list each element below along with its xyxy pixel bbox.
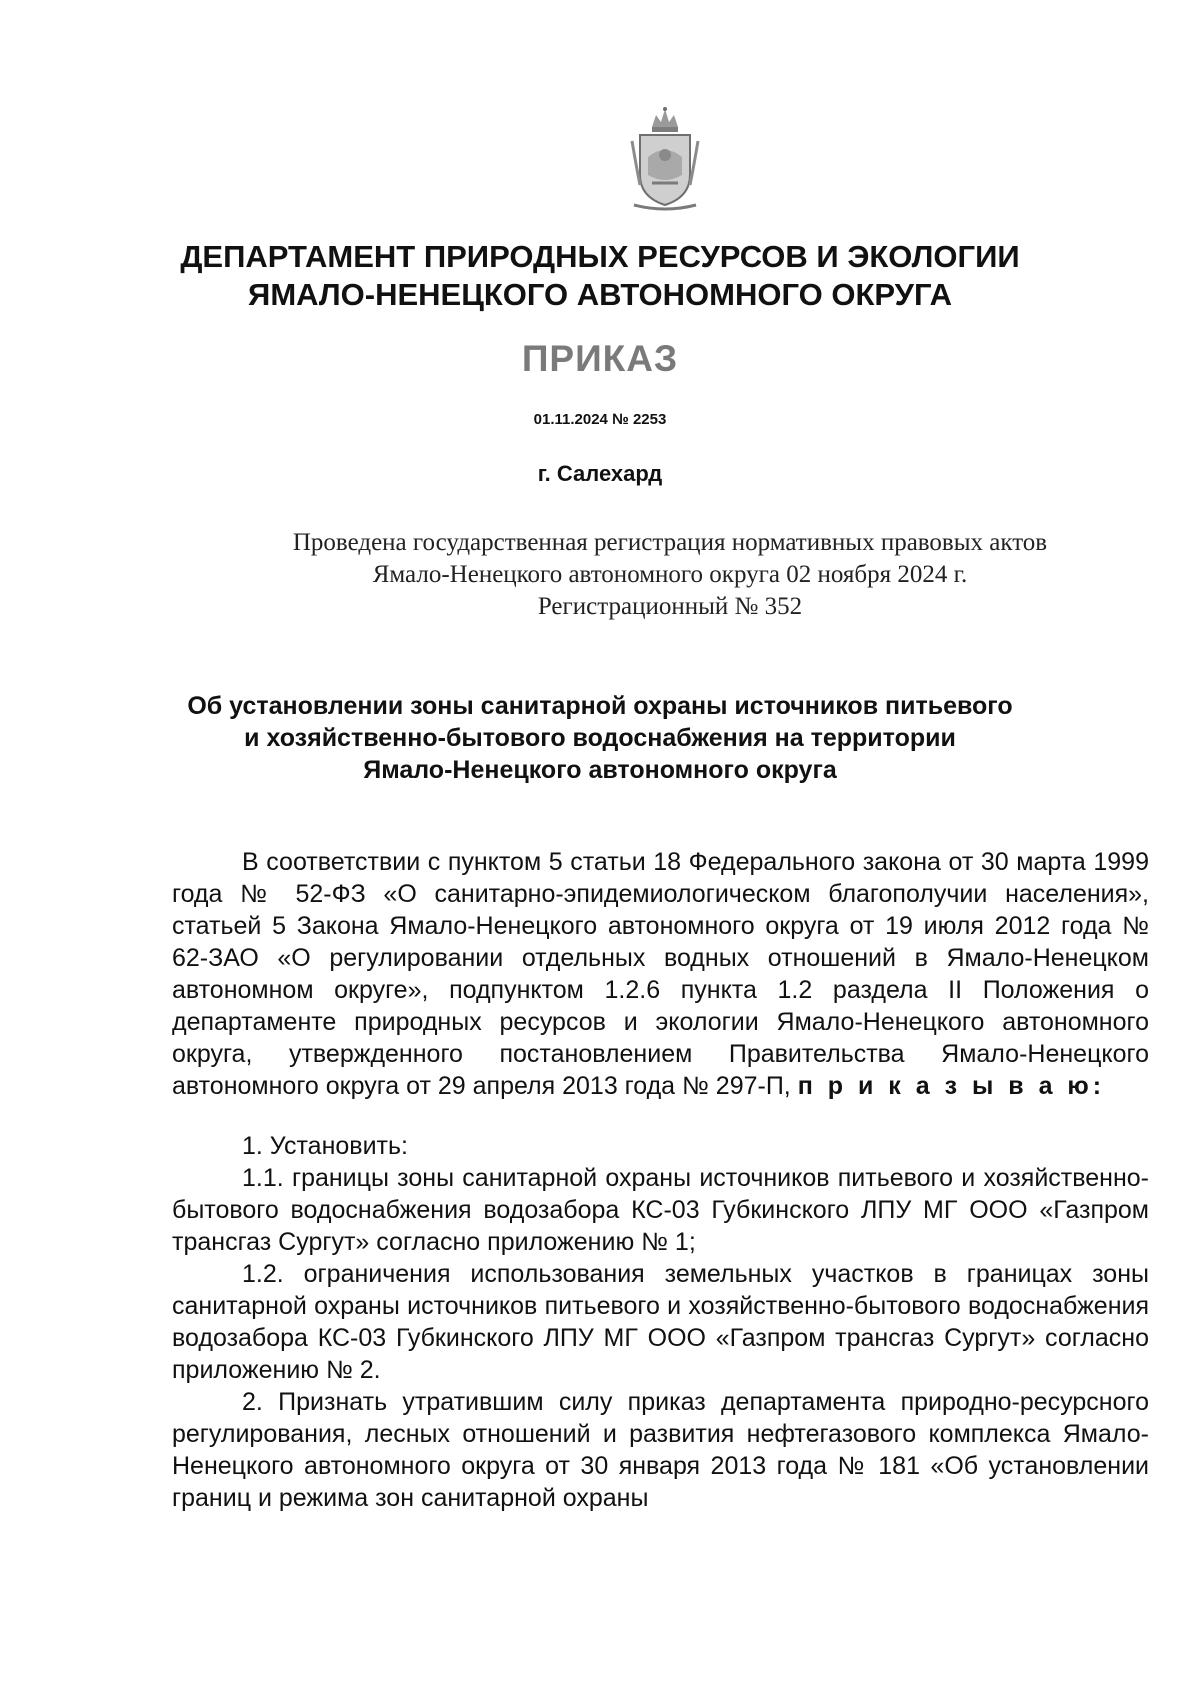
preamble-text: В соответствии с пунктом 5 статьи 18 Федерального закона от 30 марта 1999 года № 52-ФЗ «О санитарно-эпидемиологическом благополучии населения», статьей 5 Закона Ямало-Ненецкого автономного округа от 19 июля 2012 года № 62-ЗАО «О регулировании отдельных водных отношений в Ямало-Ненецком автономном округе», подпунктом 1.2.6 пункта 1.2 раздела II Положения о департаменте природных ресурсов и экологии Ямало-Ненецкого автономного округа, утвержденного постановлением Правительства Ямало-Ненецкого автономного округа от 29 апреля 2013 года № 297-П, bbox=[172, 848, 1149, 1100]
registration-line-1: Проведена государственная регистрация нормативных правовых актов bbox=[292, 529, 1048, 556]
city-name: г. Салехард bbox=[537, 461, 663, 486]
subject-line-2: и хозяйственно-бытового водоснабжения на территории bbox=[244, 724, 956, 752]
registration-note bbox=[220, 527, 1120, 623]
item-1: 1. Установить: bbox=[242, 1132, 408, 1160]
department-name bbox=[0, 238, 1200, 314]
registration-line-3: Регистрационный № 352 bbox=[537, 593, 803, 620]
registration-line-2: Ямало-Ненецкого автономного округа 02 ноября 2024 г. bbox=[372, 561, 968, 588]
item-1-2: 1.2. ограничения использования земельных участков в границах зоны санитарной охраны источников питьевого и хозяйственно-бытового водоснабжения водозабора КС-03 Губкинского ЛПУ МГ ООО «Газпром трансгаз Сургут» согласно приложению № 2. bbox=[172, 1260, 1149, 1384]
item-2: 2. Признать утратившим силу приказ департамента природно-ресурсного регулирования, лесных отношений и развития нефтегазового комплекса Ямало-Ненецкого автономного округа от 30 января 2013 года № 181 «Об установлении границ и режима зон санитарной охраны bbox=[172, 1388, 1149, 1512]
subject-line-1: Об установлении зоны санитарной охраны источников питьевого bbox=[187, 692, 1013, 720]
order-date-number: 01.11.2024 № 2253 bbox=[533, 411, 667, 428]
document-type-title: ПРИКАЗ bbox=[521, 338, 679, 379]
decree-word: п р и к а з ы в а ю: bbox=[797, 1072, 1106, 1100]
order-subject bbox=[0, 690, 1200, 786]
department-line-1: ДЕПАРТАМЕНТ ПРИРОДНЫХ РЕСУРСОВ И ЭКОЛОГИИ bbox=[180, 239, 1020, 274]
subject-line-3: Ямало-Ненецкого автономного округа bbox=[363, 756, 837, 784]
coat-of-arms-icon bbox=[630, 105, 700, 213]
preamble-paragraph bbox=[172, 846, 1149, 1102]
item-1-1: 1.1. границы зоны санитарной охраны источников питьевого и хозяйственно-бытового водоснабжения водозабора КС-03 Губкинского ЛПУ МГ ООО «Газпром трансгаз Сургут» согласно приложению № 1; bbox=[172, 1164, 1149, 1256]
order-body bbox=[172, 846, 1149, 1514]
department-line-2: ЯМАЛО-НЕНЕЦКОГО АВТОНОМНОГО ОКРУГА bbox=[248, 277, 952, 312]
